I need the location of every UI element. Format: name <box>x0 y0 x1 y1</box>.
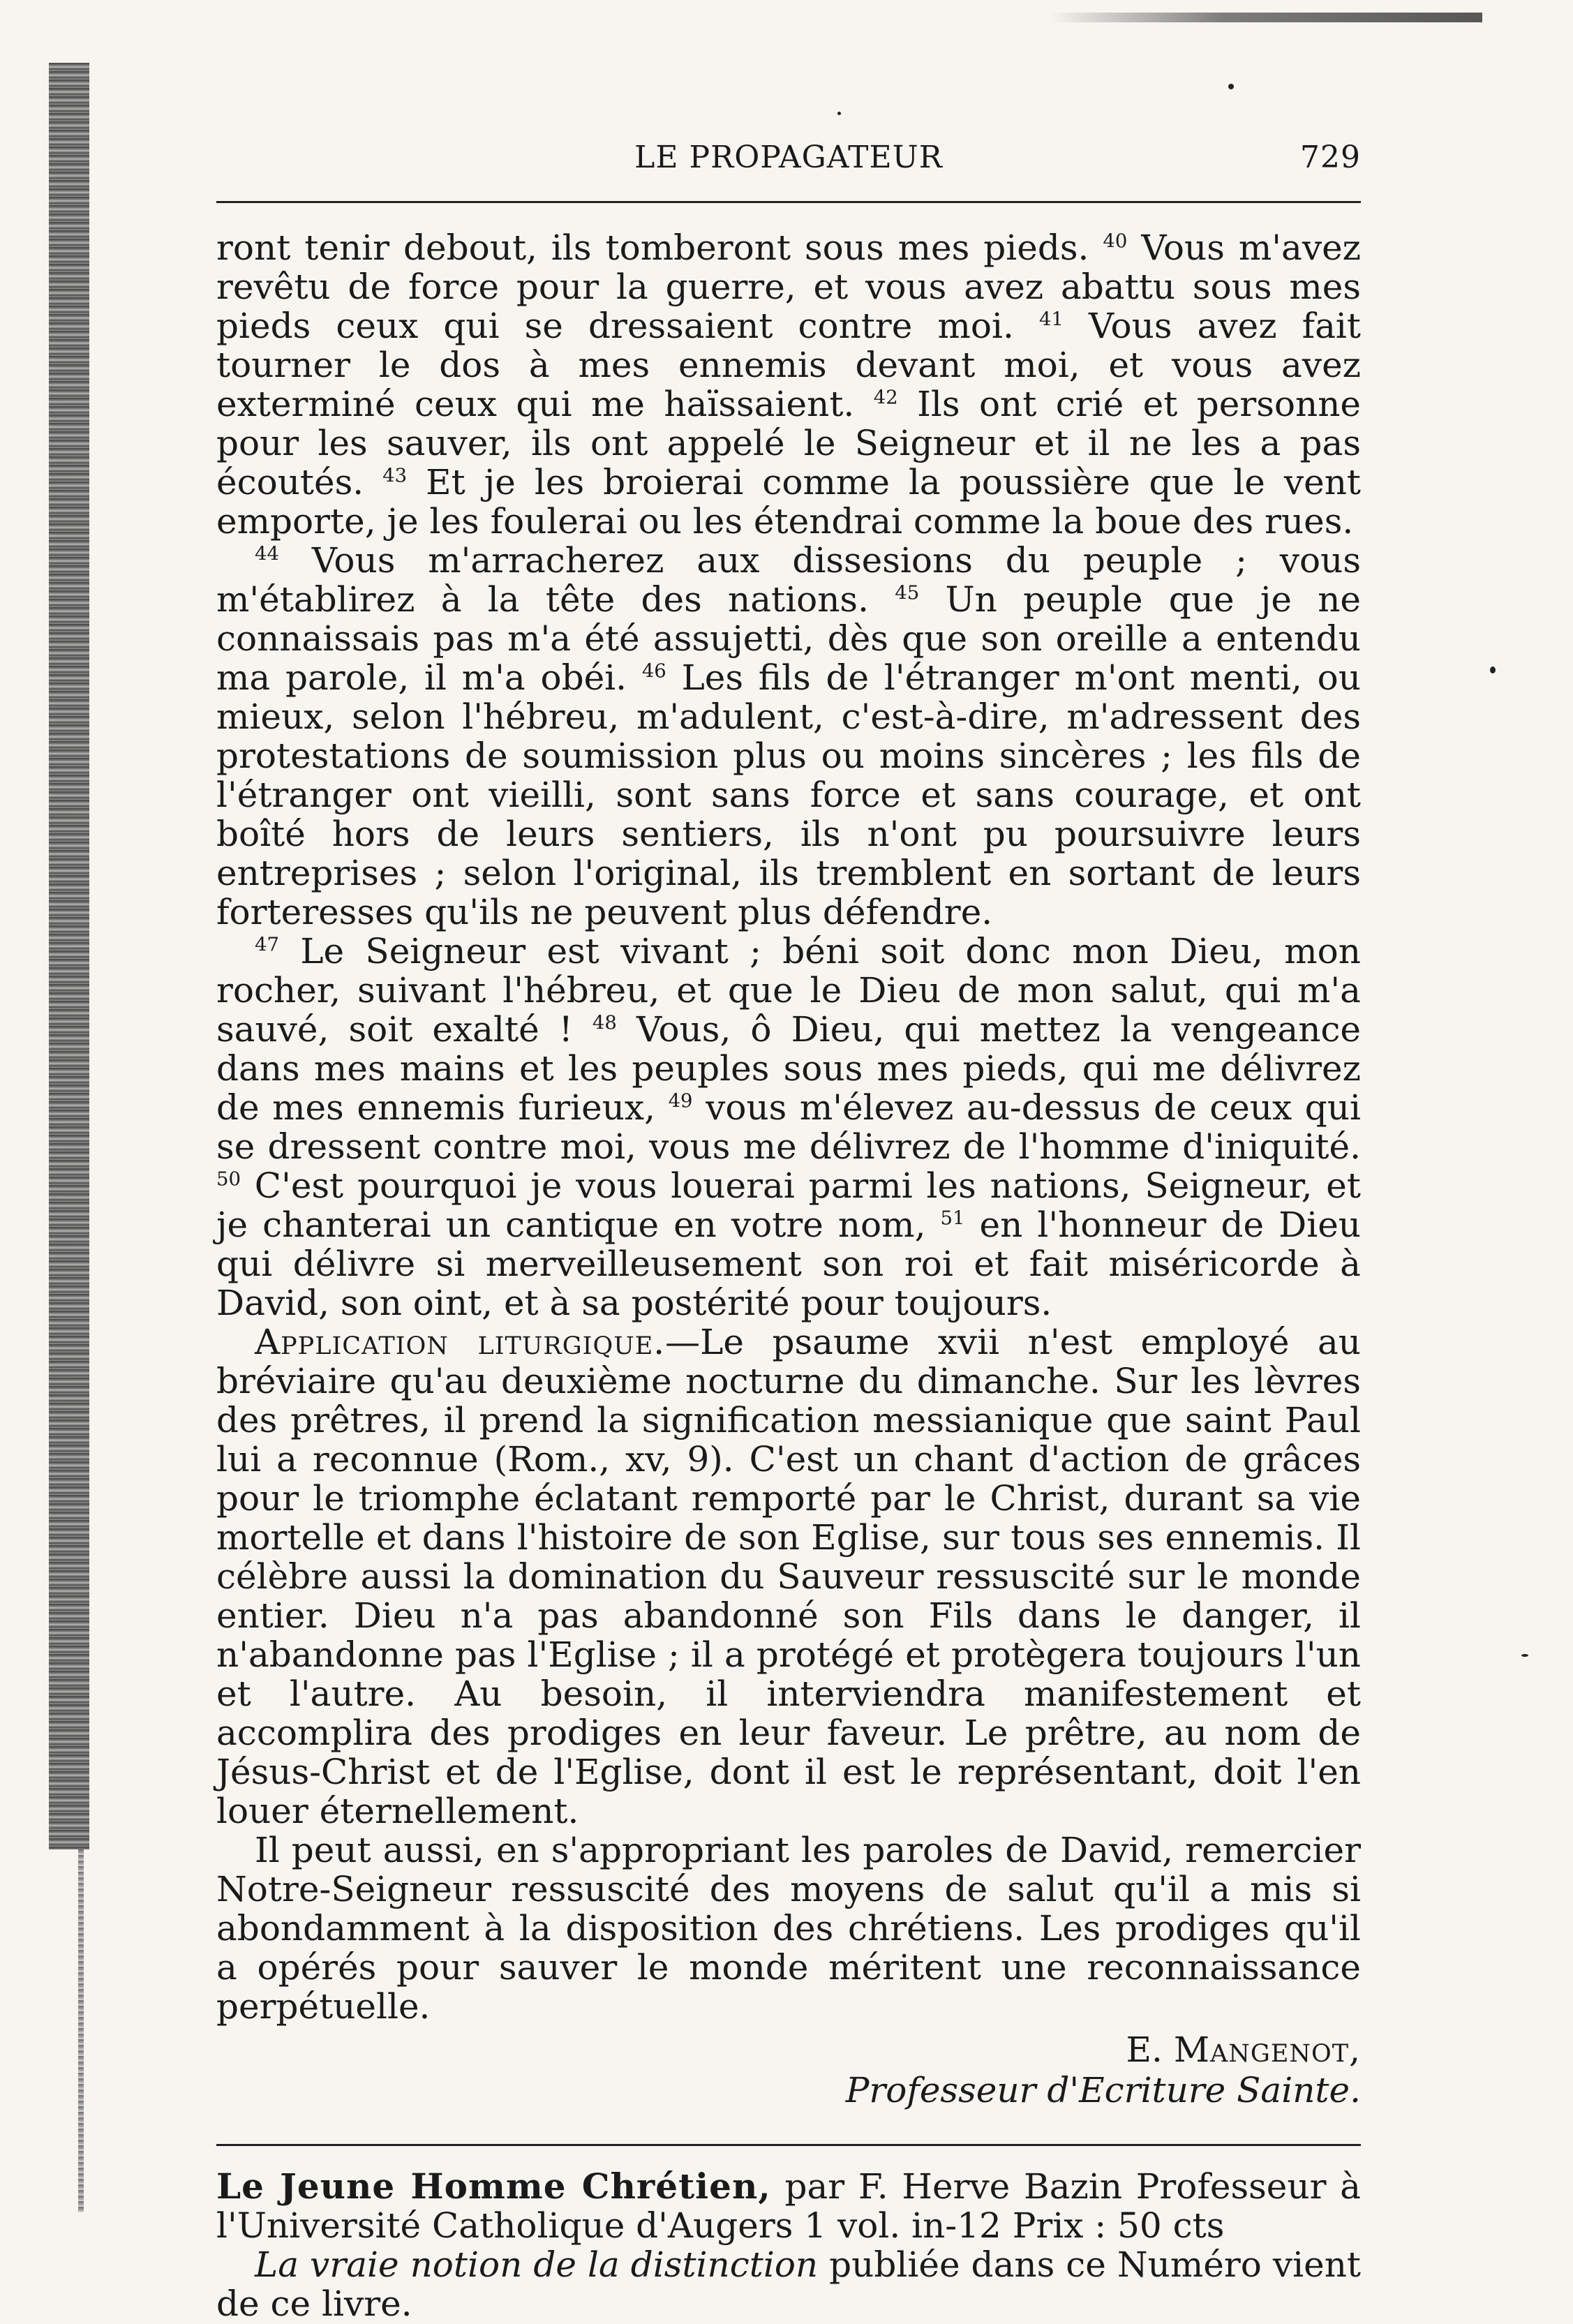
scan-speck <box>1521 1654 1528 1657</box>
verse-number: 42 <box>873 386 898 409</box>
text-run: en l'honneur de Dieu qui délivre si merveilleusement son roi et fait miséricorde à David, son oint, et à sa postérité pour toujours. <box>216 1205 1361 1323</box>
author-initial: E. <box>1126 2029 1174 2070</box>
verse-number: 51 <box>940 1207 965 1230</box>
advertisement-line-1 <box>216 2167 1361 2245</box>
scan-speck <box>1228 84 1234 89</box>
text-run: Vous m'avez revêtu de force pour la guerre, et vous avez abattu sous mes pieds ceux qui se dressaient contre moi. <box>216 228 1361 346</box>
footer-rule <box>216 2144 1361 2146</box>
verse-number: 48 <box>592 1011 617 1034</box>
scan-speck <box>837 112 841 115</box>
verse-number: 44 <box>255 542 279 565</box>
verse-number: 49 <box>668 1089 693 1112</box>
paragraph-psalm-verses-40-43 <box>216 228 1361 541</box>
advertisement-line-2 <box>216 2245 1361 2323</box>
paragraph-psalm-verses-44-46 <box>216 541 1361 932</box>
author-surname: Mangenot, <box>1173 2029 1361 2070</box>
book-advertisement <box>216 2167 1361 2323</box>
text-run: par F. Herve Bazin Professeur à l'Université Catholique d'Augers 1 vol. in-12 Prix : 50 cts <box>216 2166 1361 2246</box>
text-run: vous m'élevez au-dessus de ceux qui se dressent contre moi, vous me délivrez de l'homme d'iniquité. <box>216 1087 1361 1167</box>
verse-number: 46 <box>641 660 666 683</box>
advertised-book-title: Le Jeune Homme Chrétien, <box>216 2166 771 2207</box>
author-signature <box>216 2030 1361 2110</box>
paragraph-liturgical-application <box>216 1323 1361 1831</box>
paragraph-psalm-verses-47-51 <box>216 932 1361 1323</box>
text-run: Et je les broierai comme la poussière que le vent emporte, je les foulerai ou les étendrai comme la boue des rues. <box>216 462 1361 542</box>
text-run: —Le psaume xvii n'est employé au bréviaire qu'au deuxième nocturne du dimanche. Sur les lèvres des prêtres, il prend la signification messianique que saint Paul lui a reconnue (Rom., xv, 9). C'est un chant d'action de grâces pour le triomphe éclatant remporté par le Christ, durant sa vie mortelle et dans l'histoire de son Eglise, sur tous ses ennemis. Il célèbre aussi la domination du Sauveur ressuscité sur le monde entier. Dieu n'a pas abandonné son Fils dans le danger, il n'abandonne pas l'Eglise ; il a protégé et protègera toujours l'un et l'autre. Au besoin, il interviendra manifestement et accomplira des prodiges en leur faveur. Le prêtre, au nom de Jésus-Christ et de l'Eglise, dont il est le représentant, doit l'en louer éternellement. <box>216 1322 1362 1831</box>
article-title-italic: La vraie notion de la distinction <box>255 2244 819 2285</box>
scan-edge-artifact <box>49 63 89 1849</box>
section-label: Application liturgique. <box>255 1322 666 1362</box>
paragraph-conclusion <box>216 1831 1361 2026</box>
verse-number: 47 <box>255 933 279 956</box>
verse-number: 41 <box>1038 308 1064 331</box>
verse-number: 45 <box>895 581 920 604</box>
scan-speck <box>1490 666 1496 673</box>
scan-top-artifact <box>1050 13 1482 22</box>
text-run: ront tenir debout, ils tomberont sous mes pieds. <box>216 228 1103 268</box>
text-run: C'est pourquoi je vous louerai parmi les nations, Seigneur, et je chanterai un cantique en votre nom, <box>216 1165 1361 1245</box>
text-run: Un peuple que je ne connaissais pas m'a été assujetti, dès que son oreille a entendu ma parole, il m'a obéi. <box>216 579 1361 698</box>
header-rule <box>216 201 1361 203</box>
author-role: Professeur d'Ecriture Sainte. <box>845 2069 1361 2110</box>
text-run: Vous m'arracherez aux dissesions du peuple ; vous m'établirez à la tête des nations. <box>216 540 1361 620</box>
verse-number: 50 <box>216 1168 241 1191</box>
book-page <box>216 140 1361 2323</box>
text-run: Vous avez fait tourner le dos à mes ennemis devant moi, et vous avez exterminé ceux qui me haïssaient. <box>216 306 1361 424</box>
text-run: Le Seigneur est vivant ; béni soit donc mon Dieu, mon rocher, suivant l'hébreu, et que le Dieu de mon salut, qui m'a sauvé, soit exalté ! <box>216 931 1361 1050</box>
article-body <box>216 228 1361 2026</box>
text-run: Les fils de l'étranger m'ont menti, ou mieux, selon l'hébreu, m'adulent, c'est-à-dire, m'adressent des protestations de soumission plus ou moins sincères ; les fils de l'étranger ont vieilli, sont sans force et sans courage, et ont boîté hors de leurs sentiers, ils n'ont pu poursuivre leurs entreprises ; selon l'original, ils tremblent en sortant de leurs forteresses qu'ils ne peuvent plus défendre. <box>216 657 1361 932</box>
text-run: Ils ont crié et personne pour les sauver, ils ont appelé le Seigneur et il ne les a pas écoutés. <box>216 384 1361 502</box>
text-run: publiée dans ce Numéro vient de ce livre. <box>216 2244 1361 2324</box>
verse-number: 40 <box>1103 230 1128 253</box>
journal-title: LE PROPAGATEUR <box>634 140 943 175</box>
page-number: 729 <box>1300 140 1361 175</box>
verse-number: 43 <box>382 464 408 487</box>
text-run: Vous, ô Dieu, qui mettez la vengeance dans mes mains et les peuples sous mes pieds, qui me délivrez de mes ennemis furieux, <box>216 1009 1362 1128</box>
running-head <box>216 140 1361 195</box>
author-name <box>216 2030 1361 2071</box>
scan-edge-artifact-tail <box>78 1849 84 2212</box>
text-run: Il peut aussi, en s'appropriant les paroles de David, remercier Notre-Seigneur ressuscité des moyens de salut qu'il a mis si abondamment à la disposition des chrétiens. Les prodiges qu'il a opérés pour sauver le monde méritent une reconnaissance perpétuelle. <box>216 1830 1361 2027</box>
